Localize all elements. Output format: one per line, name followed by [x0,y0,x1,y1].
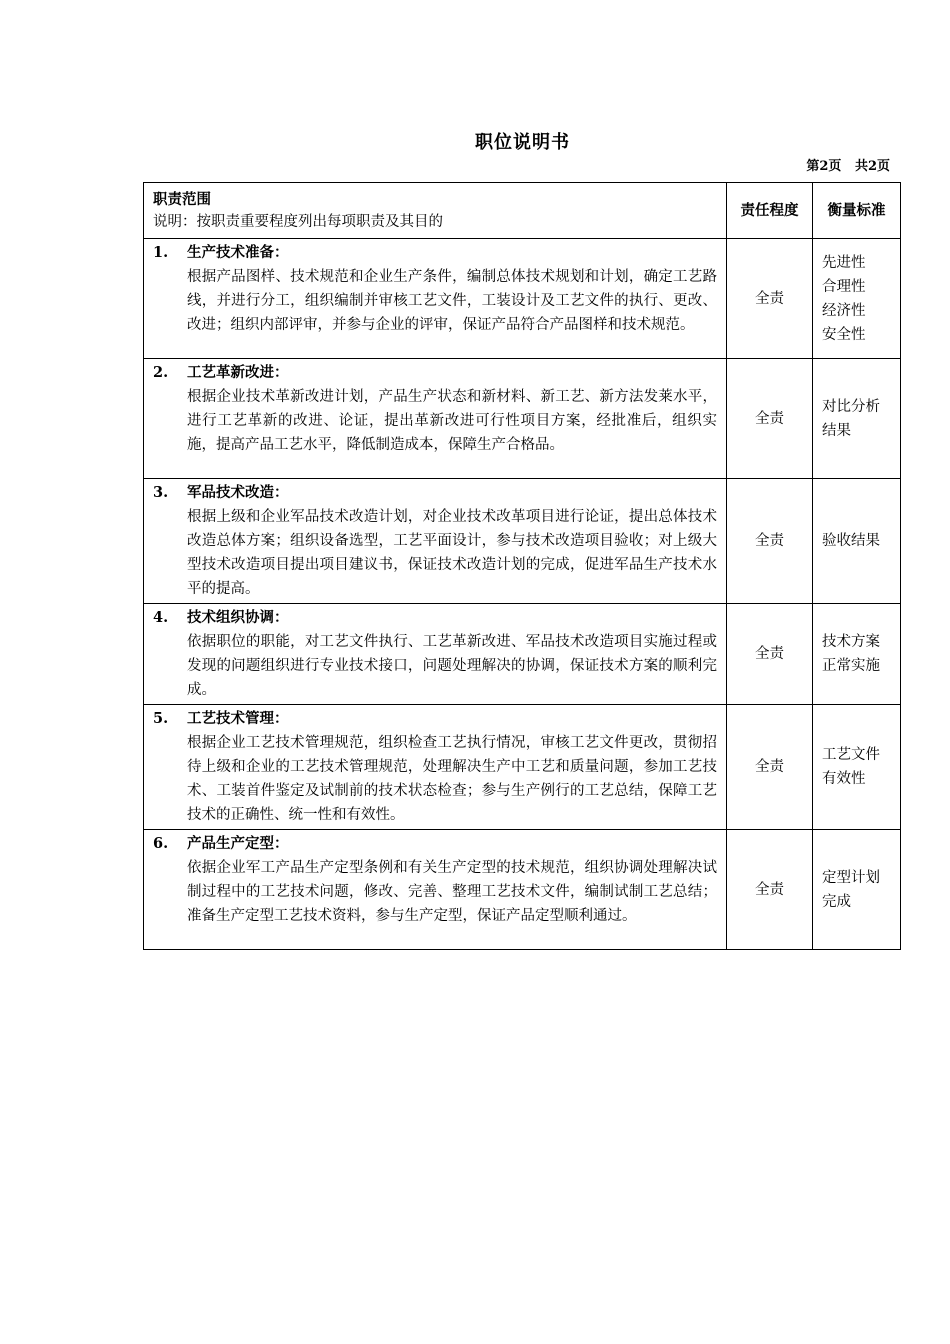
standard-item: 定型计划 [822,869,880,886]
table-row [144,479,901,604]
responsibility-level: 全责 [727,479,813,604]
duty-cell [144,705,727,830]
standard-item: 完成 [822,893,851,910]
duty-number: 4. [153,609,169,626]
duty-cell [144,604,727,705]
duty-title: 工艺技术管理： [187,710,289,727]
duty-heading [153,606,717,630]
measurement-standard [813,239,901,359]
measurement-standard [813,705,901,830]
duty-description: 依据企业军工产品生产定型条例和有关生产定型的技术规范，组织协调处理解决试制过程中的工艺技术问题，修改、完善、整理工艺技术文件，编制试制工艺总结；准备生产定型工艺技术资料，参与生产定型，保证产品定型顺利通过。 [187,860,717,924]
duty-heading [153,361,717,385]
duty-title: 生产技术准备： [187,244,289,261]
duty-heading [153,707,717,731]
duty-scope-title: 职责范围 [153,190,211,208]
table-row [144,705,901,830]
duty-description: 根据上级和企业军品技术改造计划，对企业技术改革项目进行论证，提出总体技术改造总体方案；组织设备选型，工艺平面设计，参与技术改造项目验收；对上级大型技术改造项目提出项目建议书，保证技术改造计划的完成，促进军品生产技术水平的提高。 [187,509,717,597]
duty-scope-header [144,183,727,239]
standard-item: 先进性 [822,254,866,271]
measurement-standard [813,359,901,479]
duty-number: 5. [153,710,169,727]
standard-item: 对比分析 [822,398,880,415]
measurement-standard-header: 衡量标准 [813,183,901,239]
duty-heading [153,241,717,265]
duty-title: 军品技术改造： [187,484,289,501]
table-row [144,359,901,479]
measurement-standard [813,830,901,950]
standard-item: 经济性 [822,302,866,319]
standard-item: 结果 [822,422,851,439]
table-row [144,830,901,950]
standard-item: 安全性 [822,326,866,343]
duty-description: 根据产品图样、技术规范和企业生产条件，编制总体技术规划和计划，确定工艺路线，并进行分工，组织编制并审核工艺文件，工装设计及工艺文件的执行、更改、改进；组织内部评审，并参与企业的评审，保证产品符合产品图样和技术规范。 [187,269,717,333]
duty-heading [153,832,717,856]
duty-number: 6. [153,835,169,852]
duty-description: 根据企业技术革新改进计划，产品生产状态和新材料、新工艺、新方法发莱水平，进行工艺革新的改进、论证，提出革新改进可行性项目方案，经批准后，组织实施，提高产品工艺水平，降低制造成本，保障生产合格品。 [187,389,717,453]
duty-number: 1. [153,244,169,261]
duty-description: 根据企业工艺技术管理规范，组织检查工艺执行情况，审核工艺文件更改，贯彻招待上级和企业的工艺技术管理规范，处理解决生产中工艺和质量问题，参加工艺技术、工装首件鉴定及试制前的技术状态检查；参与生产例行的工艺总结，保障工艺技术的正确性、统一性和有效性。 [187,735,717,823]
duty-title: 产品生产定型： [187,835,289,852]
duty-number: 3. [153,484,169,501]
standard-item: 技术方案 [822,634,880,650]
duty-title: 工艺革新改进： [187,364,289,381]
measurement-standard [813,479,901,604]
table-row [144,239,901,359]
standard-item: 有效性 [822,771,866,787]
duty-number: 2. [153,364,169,381]
responsibility-level: 全责 [727,705,813,830]
responsibility-level: 全责 [727,830,813,950]
standard-item: 正常实施 [822,658,880,674]
duty-heading [153,481,717,505]
responsibility-level-header: 责任程度 [727,183,813,239]
duty-cell [144,359,727,479]
responsibility-level: 全责 [727,359,813,479]
duty-cell [144,830,727,950]
table-header-row [144,183,901,239]
duty-description: 依据职位的职能，对工艺文件执行、工艺革新改进、军品技术改造项目实施过程或发现的问题组织进行专业技术接口，问题处理解决的协调，保证技术方案的顺利完成。 [187,634,717,698]
table-row [144,604,901,705]
standard-item: 合理性 [822,278,866,295]
duty-cell [144,239,727,359]
document-title: 职位说明书 [475,132,570,153]
standard-item: 验收结果 [822,533,880,549]
page-indicator: 第2页 共2页 [806,159,890,174]
standard-item: 工艺文件 [822,747,880,763]
duty-scope-note: 说明：按职责重要程度列出每项职责及其目的 [153,213,443,230]
responsibility-level: 全责 [727,604,813,705]
measurement-standard [813,604,901,705]
duty-cell [144,479,727,604]
duty-title: 技术组织协调： [187,609,289,626]
duty-table [143,182,901,950]
responsibility-level: 全责 [727,239,813,359]
